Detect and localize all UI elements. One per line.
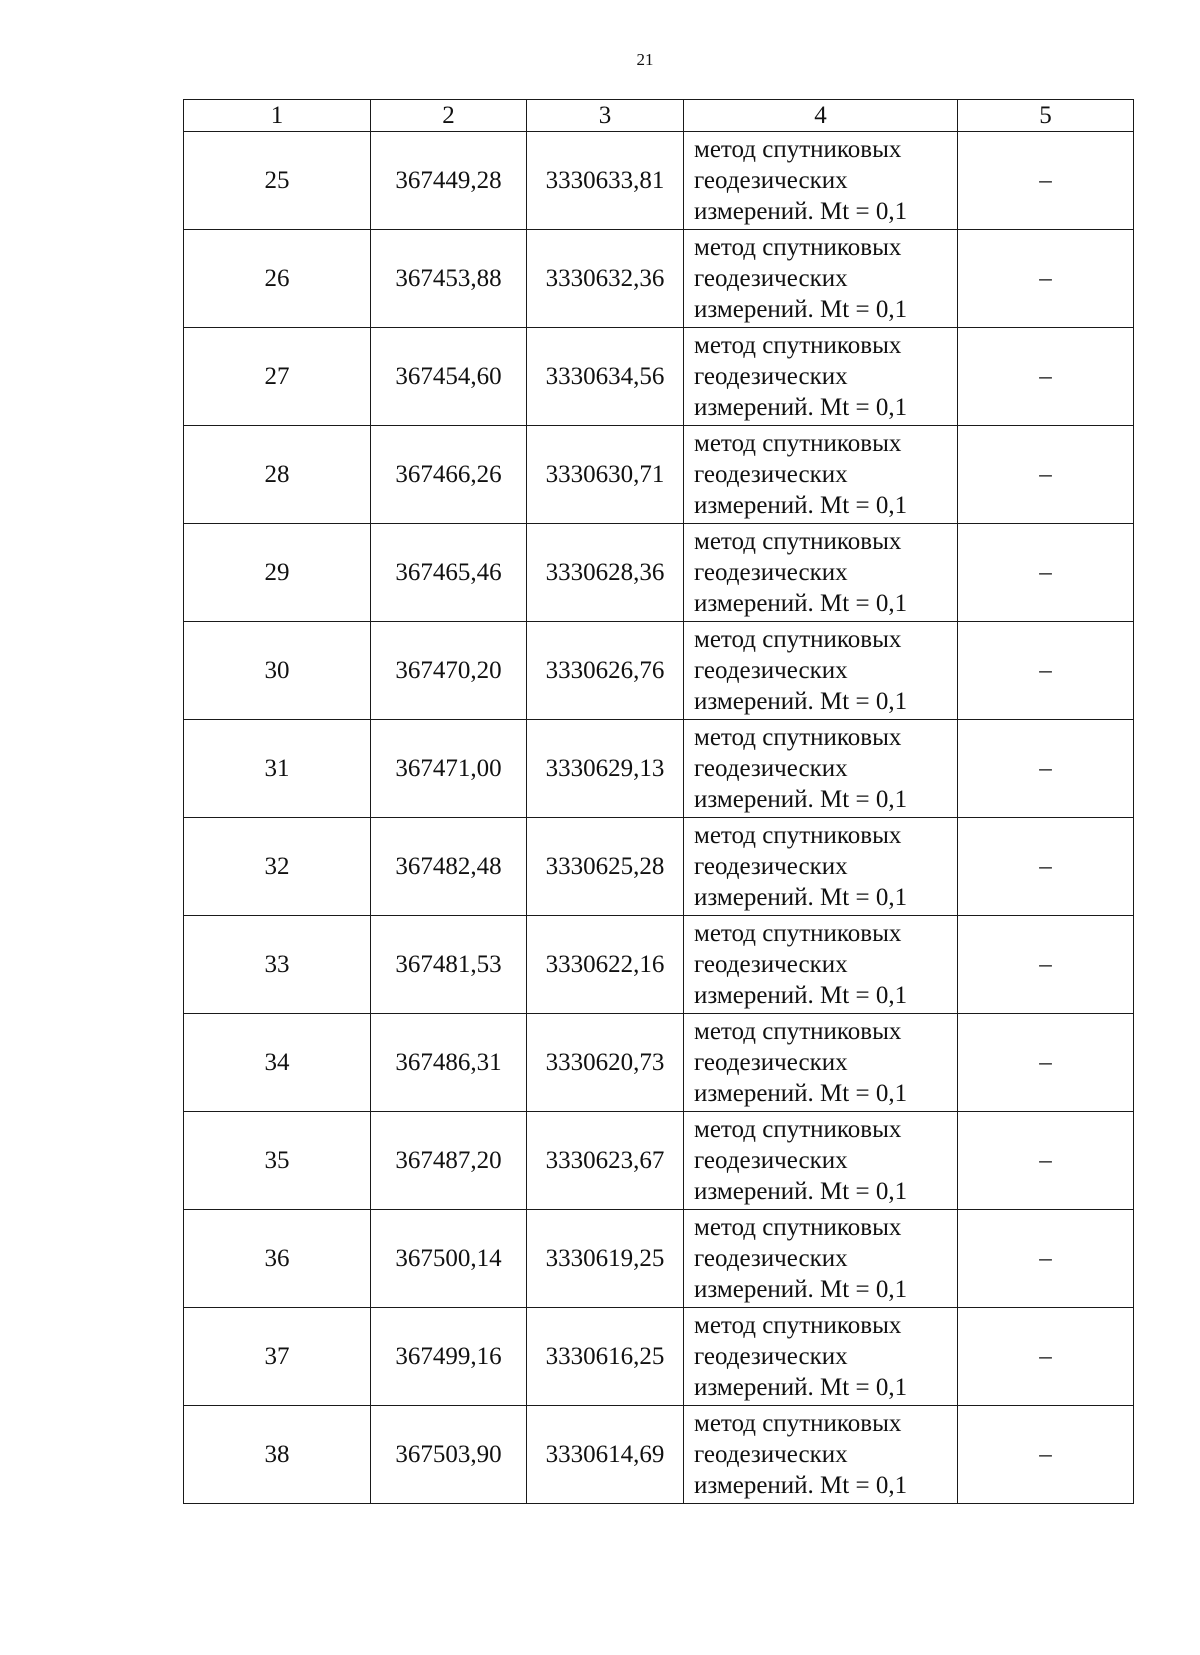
method-cell [684, 1210, 958, 1308]
method-cell [684, 818, 958, 916]
method-line-1: метод спутниковых [694, 1312, 902, 1339]
method-cell [684, 622, 958, 720]
coord-x: 367503,90 [371, 1406, 527, 1504]
table-row [184, 524, 1134, 622]
method-line-2: геодезических [694, 1441, 848, 1468]
method-line-2: геодезических [694, 1343, 848, 1370]
coord-y: 3330620,73 [527, 1014, 684, 1112]
note-cell: – [958, 916, 1134, 1014]
method-cell [684, 426, 958, 524]
coord-x: 367486,31 [371, 1014, 527, 1112]
method-line-1: метод спутниковых [694, 430, 902, 457]
method-line-2: геодезических [694, 559, 848, 586]
table-row [184, 916, 1134, 1014]
coord-x: 367481,53 [371, 916, 527, 1014]
note-cell: – [958, 524, 1134, 622]
note-cell: – [958, 622, 1134, 720]
method-line-2: геодезических [694, 951, 848, 978]
note-cell: – [958, 1406, 1134, 1504]
method-line-1: метод спутниковых [694, 332, 902, 359]
coord-y: 3330632,36 [527, 230, 684, 328]
point-number: 34 [184, 1014, 371, 1112]
method-cell [684, 916, 958, 1014]
method-cell [684, 1014, 958, 1112]
method-cell [684, 1406, 958, 1504]
method-cell [684, 230, 958, 328]
method-cell [684, 720, 958, 818]
method-line-2: геодезических [694, 1049, 848, 1076]
point-number: 30 [184, 622, 371, 720]
method-line-3: измерений. Mt = 0,1 [694, 492, 908, 519]
method-line-3: измерений. Mt = 0,1 [694, 1374, 908, 1401]
coord-y: 3330628,36 [527, 524, 684, 622]
method-line-2: геодезических [694, 1147, 848, 1174]
note-cell: – [958, 1210, 1134, 1308]
point-number: 25 [184, 132, 371, 230]
method-line-2: геодезических [694, 1245, 848, 1272]
table-row [184, 818, 1134, 916]
method-line-1: метод спутниковых [694, 1116, 902, 1143]
point-number: 29 [184, 524, 371, 622]
method-line-3: измерений. Mt = 0,1 [694, 982, 908, 1009]
note-cell: – [958, 132, 1134, 230]
coord-y: 3330634,56 [527, 328, 684, 426]
coord-x: 367449,28 [371, 132, 527, 230]
method-line-3: измерений. Mt = 0,1 [694, 786, 908, 813]
method-line-3: измерений. Mt = 0,1 [694, 884, 908, 911]
method-line-3: измерений. Mt = 0,1 [694, 590, 908, 617]
coord-x: 367465,46 [371, 524, 527, 622]
note-cell: – [958, 818, 1134, 916]
note-cell: – [958, 1308, 1134, 1406]
coord-x: 367499,16 [371, 1308, 527, 1406]
table-body [184, 132, 1134, 1504]
header-col-1: 1 [184, 100, 371, 132]
method-line-1: метод спутниковых [694, 528, 902, 555]
table-row [184, 328, 1134, 426]
coordinates-table [183, 99, 1134, 1504]
coord-x: 367471,00 [371, 720, 527, 818]
method-line-1: метод спутниковых [694, 626, 902, 653]
table-row [184, 1112, 1134, 1210]
header-col-3: 3 [527, 100, 684, 132]
method-cell [684, 1112, 958, 1210]
method-line-2: геодезических [694, 167, 848, 194]
method-line-1: метод спутниковых [694, 136, 902, 163]
method-cell [684, 524, 958, 622]
note-cell: – [958, 1112, 1134, 1210]
coord-y: 3330614,69 [527, 1406, 684, 1504]
method-line-1: метод спутниковых [694, 920, 902, 947]
method-cell [684, 328, 958, 426]
table-row [184, 622, 1134, 720]
point-number: 32 [184, 818, 371, 916]
coord-x: 367482,48 [371, 818, 527, 916]
method-line-3: измерений. Mt = 0,1 [694, 394, 908, 421]
point-number: 38 [184, 1406, 371, 1504]
note-cell: – [958, 720, 1134, 818]
method-line-2: геодезических [694, 853, 848, 880]
table-row [184, 132, 1134, 230]
coord-x: 367470,20 [371, 622, 527, 720]
header-col-2: 2 [371, 100, 527, 132]
method-line-1: метод спутниковых [694, 234, 902, 261]
coord-y: 3330626,76 [527, 622, 684, 720]
method-line-1: метод спутниковых [694, 1018, 902, 1045]
method-line-2: геодезических [694, 755, 848, 782]
coord-y: 3330630,71 [527, 426, 684, 524]
method-line-3: измерений. Mt = 0,1 [694, 296, 908, 323]
point-number: 26 [184, 230, 371, 328]
note-cell: – [958, 426, 1134, 524]
header-col-5: 5 [958, 100, 1134, 132]
coord-y: 3330619,25 [527, 1210, 684, 1308]
table-row [184, 1406, 1134, 1504]
method-cell [684, 132, 958, 230]
point-number: 27 [184, 328, 371, 426]
method-line-1: метод спутниковых [694, 1410, 902, 1437]
method-line-1: метод спутниковых [694, 822, 902, 849]
coord-y: 3330625,28 [527, 818, 684, 916]
point-number: 28 [184, 426, 371, 524]
table-row [184, 1014, 1134, 1112]
table-row [184, 1210, 1134, 1308]
method-line-3: измерений. Mt = 0,1 [694, 1080, 908, 1107]
method-line-2: геодезических [694, 461, 848, 488]
method-line-3: измерений. Mt = 0,1 [694, 198, 908, 225]
page-number: 21 [636, 50, 654, 69]
header-col-4: 4 [684, 100, 958, 132]
coord-y: 3330622,16 [527, 916, 684, 1014]
coord-x: 367500,14 [371, 1210, 527, 1308]
coord-y: 3330629,13 [527, 720, 684, 818]
note-cell: – [958, 328, 1134, 426]
note-cell: – [958, 230, 1134, 328]
method-line-3: измерений. Mt = 0,1 [694, 1276, 908, 1303]
method-line-3: измерений. Mt = 0,1 [694, 688, 908, 715]
table-row [184, 720, 1134, 818]
table-row [184, 230, 1134, 328]
header-row [184, 100, 1134, 132]
coord-x: 367453,88 [371, 230, 527, 328]
method-line-2: геодезических [694, 363, 848, 390]
point-number: 35 [184, 1112, 371, 1210]
coord-y: 3330633,81 [527, 132, 684, 230]
method-line-2: геодезических [694, 657, 848, 684]
method-line-1: метод спутниковых [694, 724, 902, 751]
coord-x: 367466,26 [371, 426, 527, 524]
method-line-2: геодезических [694, 265, 848, 292]
coord-x: 367487,20 [371, 1112, 527, 1210]
point-number: 36 [184, 1210, 371, 1308]
note-cell: – [958, 1014, 1134, 1112]
method-line-3: измерений. Mt = 0,1 [694, 1178, 908, 1205]
table-header [184, 100, 1134, 132]
point-number: 33 [184, 916, 371, 1014]
point-number: 37 [184, 1308, 371, 1406]
coord-x: 367454,60 [371, 328, 527, 426]
coord-y: 3330616,25 [527, 1308, 684, 1406]
table-row [184, 426, 1134, 524]
coord-y: 3330623,67 [527, 1112, 684, 1210]
point-number: 31 [184, 720, 371, 818]
table-row [184, 1308, 1134, 1406]
method-cell [684, 1308, 958, 1406]
method-line-1: метод спутниковых [694, 1214, 902, 1241]
method-line-3: измерений. Mt = 0,1 [694, 1472, 908, 1499]
